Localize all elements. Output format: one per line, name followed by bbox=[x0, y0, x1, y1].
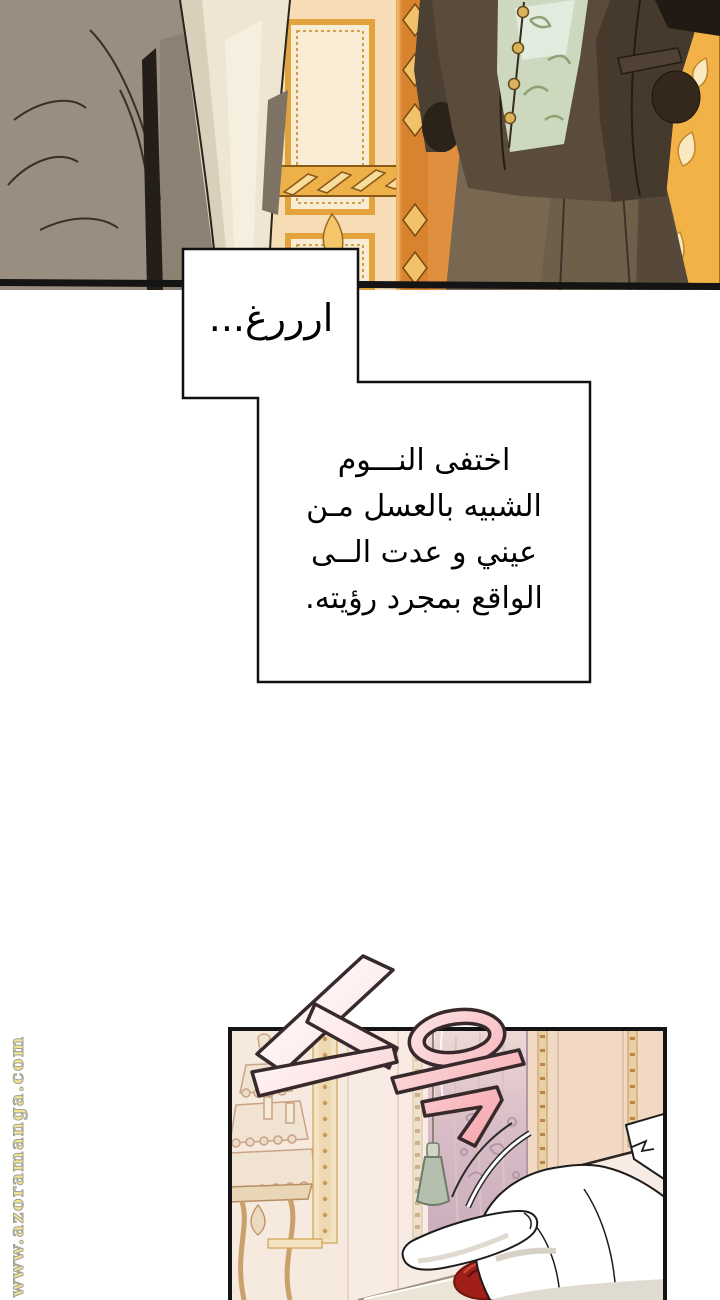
scream-text: ارررغ... bbox=[208, 296, 334, 340]
narration-line: اختفى النـــوم bbox=[337, 443, 511, 478]
narration-line: عيني و عدت الــى bbox=[310, 535, 538, 570]
narration-line: الواقع بمجرد رؤيته. bbox=[305, 581, 543, 616]
narration-text bbox=[262, 438, 586, 622]
narration-line: الشبيه بالعسل مـن bbox=[306, 489, 542, 524]
sfx-sound-effect bbox=[235, 950, 545, 1165]
watermark-text: www.azoramanga.com bbox=[6, 1035, 28, 1297]
